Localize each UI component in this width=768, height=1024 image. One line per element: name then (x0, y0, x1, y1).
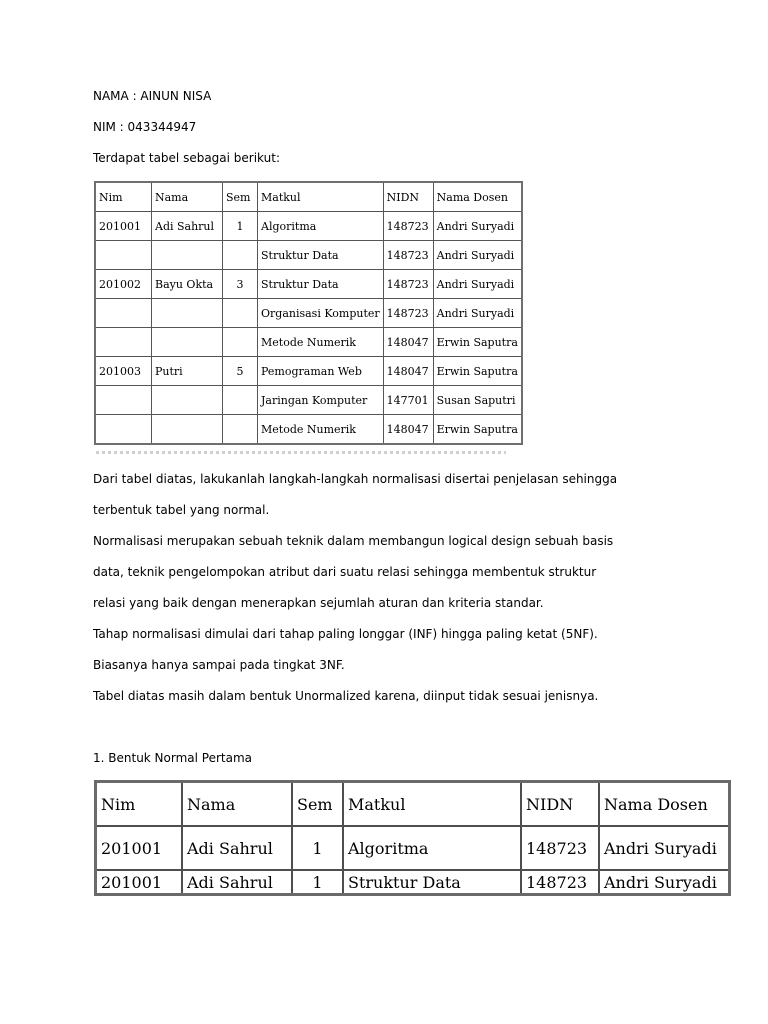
table-row (95, 328, 522, 357)
intro-text: Terdapat tabel sebagai berikut: (93, 151, 280, 165)
cell-nama: Bayu Okta (152, 270, 223, 299)
cell-matkul: Pemograman Web (258, 357, 384, 386)
cell-nim: 201001 (96, 870, 183, 895)
cell-nidn: 148047 (383, 328, 433, 357)
cell-matkul: Struktur Data (258, 241, 384, 270)
table-row (95, 299, 522, 328)
cell-sem (223, 328, 258, 357)
cell-nidn: 148047 (383, 357, 433, 386)
col-header-nim: Nim (96, 782, 183, 827)
cell-sem: 3 (223, 270, 258, 299)
cell-nim (95, 241, 152, 270)
cell-sem: 1 (223, 212, 258, 241)
cell-nama-dosen: Erwin Saputra (433, 328, 522, 357)
cell-sem (223, 386, 258, 415)
col-header-sem: Sem (292, 782, 343, 827)
cell-nama (152, 415, 223, 445)
cell-nidn: 148723 (521, 870, 599, 895)
cell-sem (223, 241, 258, 270)
cell-matkul: Algoritma (258, 212, 384, 241)
col-header-nama: Nama (152, 182, 223, 212)
paragraph-line: relasi yang baik dengan menerapkan sejumlah aturan dan kriteria standar. (93, 596, 544, 610)
cell-nidn: 148047 (383, 415, 433, 445)
cell-nama-dosen: Erwin Saputra (433, 357, 522, 386)
section-title: 1. Bentuk Normal Pertama (93, 751, 253, 765)
cell-nama: Adi Sahrul (152, 212, 223, 241)
cell-nama-dosen: Andri Suryadi (433, 212, 522, 241)
cell-sem: 5 (223, 357, 258, 386)
cell-nim (95, 299, 152, 328)
cell-nim: 201001 (96, 826, 183, 870)
cell-nama (152, 299, 223, 328)
cell-sem (223, 415, 258, 445)
unnormalized-table (94, 181, 523, 445)
cell-nidn: 148723 (383, 299, 433, 328)
table-row (95, 212, 522, 241)
cell-nim (95, 386, 152, 415)
cell-nim: 201003 (95, 357, 152, 386)
cell-nidn: 148723 (521, 826, 599, 870)
cell-sem: 1 (292, 870, 343, 895)
table-row (96, 870, 730, 895)
cell-matkul: Struktur Data (258, 270, 384, 299)
col-header-nama: Nama (182, 782, 292, 827)
paragraph-line: Dari tabel diatas, lakukanlah langkah-langkah normalisasi disertai penjelasan sehingga (93, 472, 618, 486)
col-header-nim: Nim (95, 182, 152, 212)
cell-nama-dosen: Andri Suryadi (599, 826, 730, 870)
table-row (96, 826, 730, 870)
first-normal-form-table (94, 780, 731, 896)
col-header-nidn: NIDN (383, 182, 433, 212)
cell-nidn: 147701 (383, 386, 433, 415)
table-row (95, 415, 522, 445)
cell-nidn: 148723 (383, 212, 433, 241)
cell-nidn: 148723 (383, 270, 433, 299)
cell-nama-dosen: Andri Suryadi (599, 870, 730, 895)
cell-nama-dosen: Erwin Saputra (433, 415, 522, 445)
table-row (95, 357, 522, 386)
col-header-matkul: Matkul (343, 782, 521, 827)
cell-nim: 201001 (95, 212, 152, 241)
cell-sem (223, 299, 258, 328)
cell-matkul: Struktur Data (343, 870, 521, 895)
cell-matkul: Organisasi Komputer (258, 299, 384, 328)
cell-nim (95, 328, 152, 357)
cell-nim (95, 415, 152, 445)
cell-nama (152, 328, 223, 357)
cell-nama-dosen: Andri Suryadi (433, 299, 522, 328)
col-header-sem: Sem (223, 182, 258, 212)
col-header-nama-dosen: Nama Dosen (433, 182, 522, 212)
cell-nim: 201002 (95, 270, 152, 299)
table-header-row (96, 782, 730, 827)
table-header-row (95, 182, 522, 212)
cell-nama (152, 386, 223, 415)
table-row (95, 386, 522, 415)
cell-matkul: Metode Numerik (258, 328, 384, 357)
table-row (95, 270, 522, 299)
cell-nidn: 148723 (383, 241, 433, 270)
paragraph-line: data, teknik pengelompokan atribut dari suatu relasi sehingga membentuk struktur (93, 565, 597, 579)
cell-sem: 1 (292, 826, 343, 870)
paragraph-line: Tabel diatas masih dalam bentuk Unormalized karena, diinput tidak sesuai jenisnya. (93, 689, 599, 703)
cell-nama: Putri (152, 357, 223, 386)
table-row (95, 241, 522, 270)
cell-nama-dosen: Andri Suryadi (433, 270, 522, 299)
paragraph-line: terbentuk tabel yang normal. (93, 503, 270, 517)
student-nim: NIM : 043344947 (93, 120, 197, 134)
col-header-nidn: NIDN (521, 782, 599, 827)
scan-artifact (96, 451, 506, 454)
cell-matkul: Algoritma (343, 826, 521, 870)
cell-matkul: Metode Numerik (258, 415, 384, 445)
cell-nama: Adi Sahrul (182, 870, 292, 895)
cell-nama-dosen: Andri Suryadi (433, 241, 522, 270)
paragraph-line: Biasanya hanya sampai pada tingkat 3NF. (93, 658, 345, 672)
cell-matkul: Jaringan Komputer (258, 386, 384, 415)
cell-nama: Adi Sahrul (182, 826, 292, 870)
student-name: NAMA : AINUN NISA (93, 89, 212, 103)
col-header-nama-dosen: Nama Dosen (599, 782, 730, 827)
cell-nama-dosen: Susan Saputri (433, 386, 522, 415)
paragraph-line: Tahap normalisasi dimulai dari tahap paling longgar (INF) hingga paling ketat (5NF). (93, 627, 598, 641)
paragraph-line: Normalisasi merupakan sebuah teknik dalam membangun logical design sebuah basis (93, 534, 614, 548)
col-header-matkul: Matkul (258, 182, 384, 212)
cell-nama (152, 241, 223, 270)
